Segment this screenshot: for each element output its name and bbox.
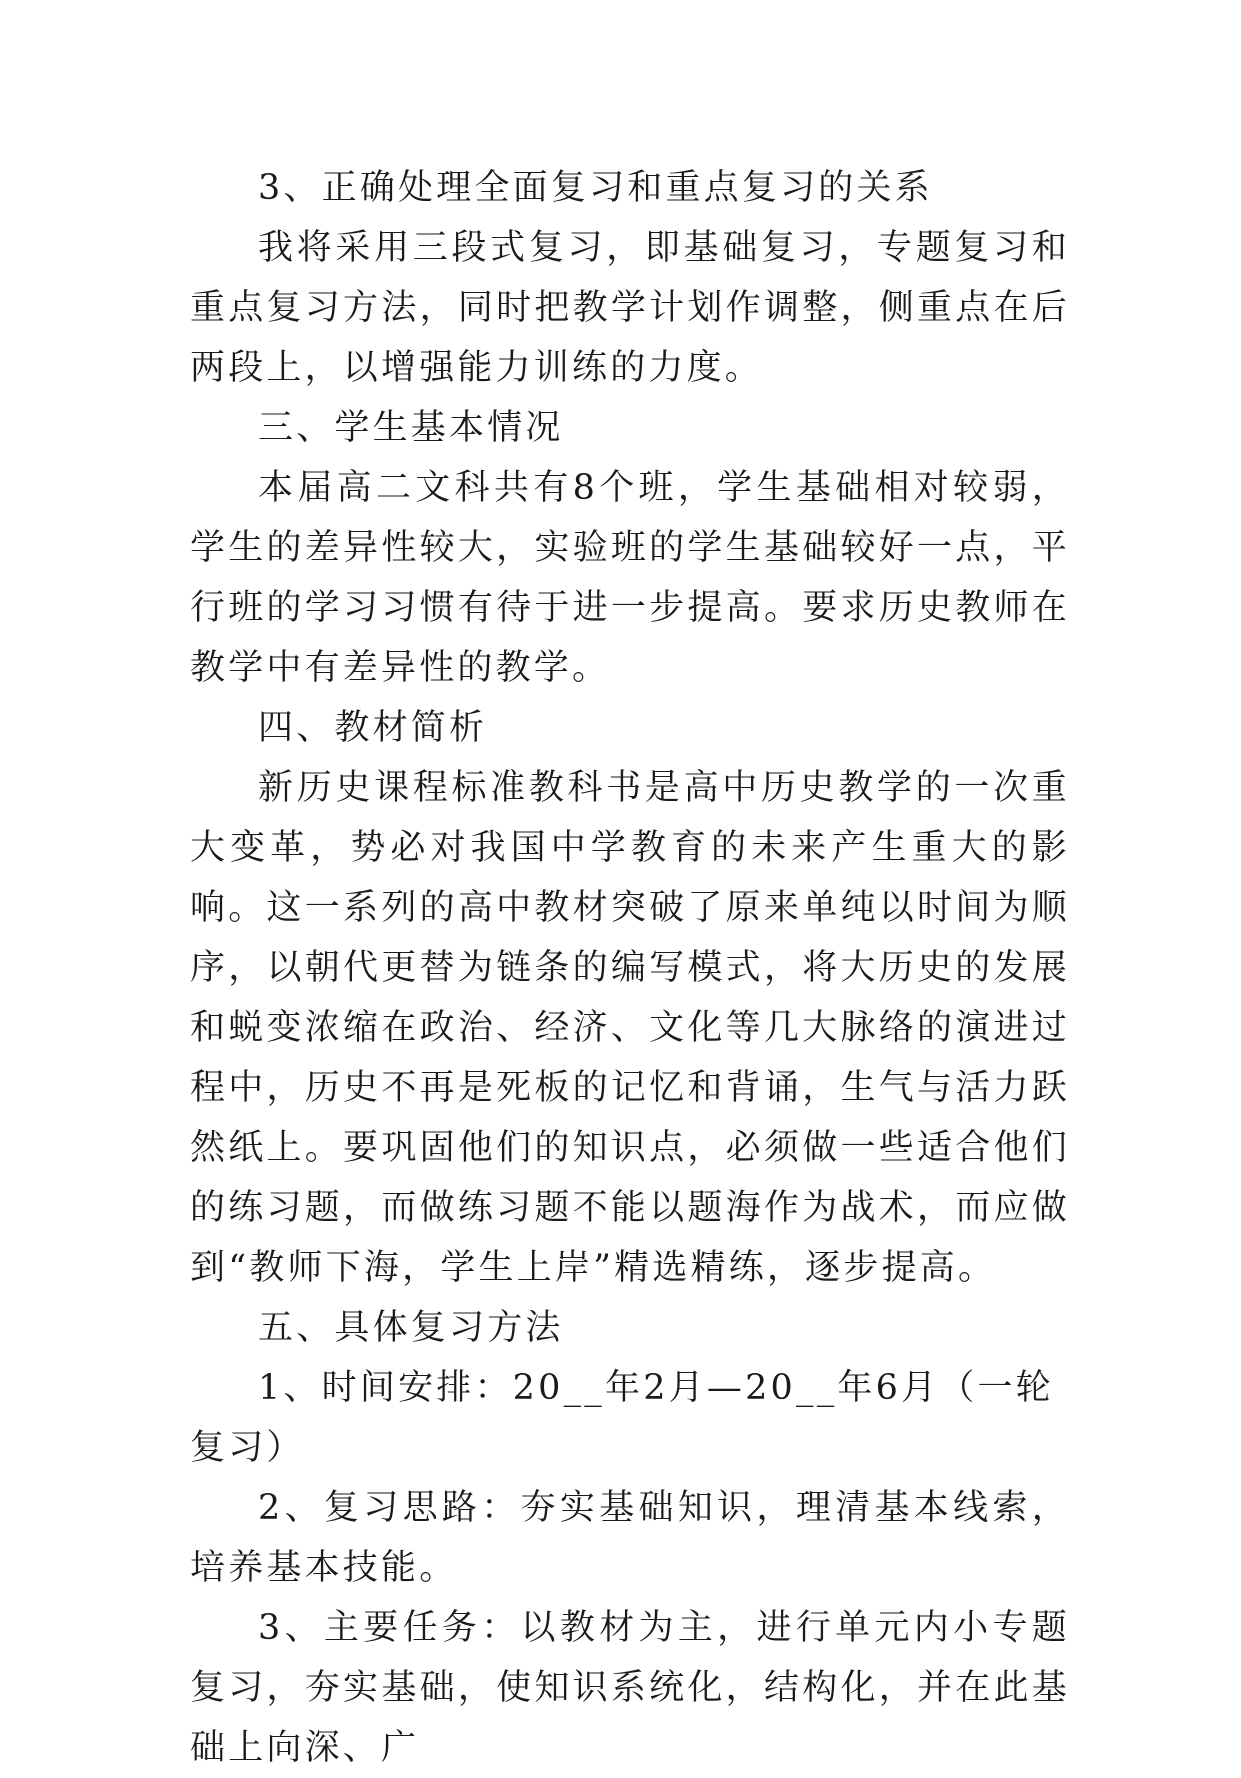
item-main-tasks: 3、主要任务：以教材为主，进行单元内小专题复习，夯实基础，使知识系统化，结构化，并在此基础上向深、广 (190, 1608, 1070, 1768)
paragraph-three-stage-review: 我将采用三段式复习，即基础复习，专题复习和重点复习方法，同时把教学计划作调整，侧重点在后两段上，以增强能力训练的力度。 (190, 228, 1070, 388)
document-body (190, 158, 1070, 1778)
paragraph-textbook-analysis: 新历史课程标准教科书是高中历史教学的一次重大变革，势必对我国中学教育的未来产生重大的影响。这一系列的高中教材突破了原来单纯以时间为顺序，以朝代更替为链条的编写模式，将大历史的发展和蜕变浓缩在政治、经济、文化等几大脉络的演进过程中，历史不再是死板的记忆和背诵，生气与活力跃然纸上。要巩固他们的知识点，必须做一些适合他们的练习题，而做练习题不能以题海作为战术，而应做到“教师下海，学生上岸”精选精练，逐步提高。 (190, 768, 1070, 1288)
paragraph-student-situation: 本届高二文科共有8个班，学生基础相对较弱，学生的差异性较大，实验班的学生基础较好一点，平行班的学习习惯有待于进一步提高。要求历史教师在教学中有差异性的教学。 (190, 468, 1070, 688)
heading-3-relationship: 3、正确处理全面复习和重点复习的关系 (258, 168, 933, 208)
item-time-arrangement: 1、时间安排：20__年2月—20__年6月（一轮复习） (190, 1368, 1054, 1468)
heading-textbook-analysis: 四、教材简析 (258, 708, 488, 748)
heading-student-situation: 三、学生基本情况 (258, 408, 564, 448)
item-review-approach: 2、复习思路：夯实基础知识，理清基本线索，培养基本技能。 (190, 1488, 1070, 1588)
heading-review-methods: 五、具体复习方法 (258, 1308, 564, 1348)
